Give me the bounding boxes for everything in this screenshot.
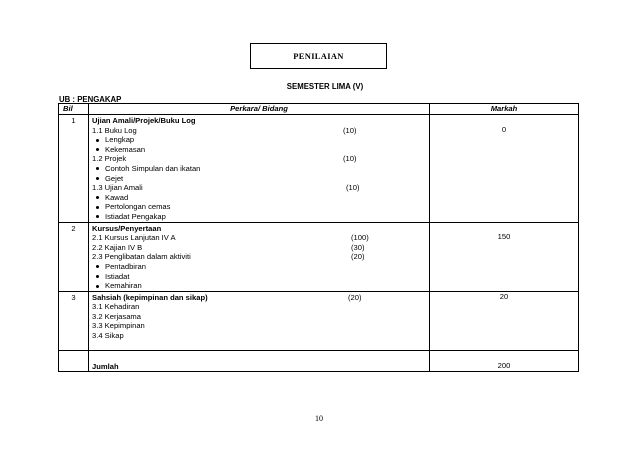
bullet-item: Lengkap <box>92 135 429 145</box>
list-item: 3.4 Sikap <box>92 331 124 341</box>
unit-label: UB : PENGAKAP <box>59 95 122 104</box>
total-label: Jumlah <box>92 361 119 371</box>
bullet-item: Istiadat Pengakap <box>92 212 429 222</box>
list-item: 2.3 Penglibatan dalam aktiviti (20) <box>92 252 365 262</box>
page-title-box <box>250 43 387 69</box>
total-bil-cell <box>59 351 89 372</box>
column-header-perkara: Perkara/ Bidang <box>89 104 430 115</box>
list-item: 3.3 Kepimpinan <box>92 321 145 331</box>
semester-label: SEMESTER LIMA (V) <box>286 82 364 91</box>
total-label-cell <box>89 351 430 372</box>
page-number: 10 <box>315 414 323 423</box>
list-item: 1.1 Buku Log (10) <box>92 125 357 135</box>
points-label: (10) <box>343 154 357 164</box>
list-item: 1.2 Projek (10) <box>92 154 357 164</box>
row-title: Ujian Amali/Projek/Buku Log <box>92 116 196 125</box>
row-content <box>89 222 430 291</box>
bullet-item: Contoh Simpulan dan ikatan <box>92 164 429 174</box>
points-label: (20) <box>351 252 365 262</box>
list-item: 2.2 Kajian IV B (30) <box>92 242 365 252</box>
table-row <box>59 291 579 351</box>
row-markah: 20 <box>430 291 579 351</box>
points-label: (10) <box>346 183 360 193</box>
total-markah-cell <box>430 351 579 372</box>
row-bil: 3 <box>59 291 89 351</box>
table-header-row <box>59 104 579 115</box>
column-header-markah: Markah <box>430 104 579 115</box>
row-content <box>89 115 430 223</box>
points-label: (100) <box>351 233 369 243</box>
bullet-item: Gejet <box>92 174 429 184</box>
row-bil: 2 <box>59 222 89 291</box>
table-row <box>59 115 579 223</box>
points-label: (20) <box>348 292 362 302</box>
list-item: 2.1 Kursus Lanjutan IV A (100) <box>92 233 369 243</box>
row-title: Kursus/Penyertaan <box>92 223 162 233</box>
page-title: PENILAIAN <box>293 51 344 61</box>
assessment-table <box>58 103 579 372</box>
row-bil: 1 <box>59 115 89 223</box>
row-content <box>89 291 430 351</box>
bullet-item: Kemahiran <box>92 281 429 291</box>
bullet-item: Pertolongan cemas <box>92 202 429 212</box>
list-item: 1.3 Ujian Amali (10) <box>92 183 360 193</box>
list-item: 3.2 Kerjasama <box>92 311 141 321</box>
row-markah: 150 <box>430 222 579 291</box>
row-markah: 0 <box>430 115 579 223</box>
points-label: (10) <box>343 125 357 135</box>
bullet-item: Kekemasan <box>92 145 429 155</box>
row-title: Sahsiah (kepimpinan dan sikap) (20) <box>92 292 362 302</box>
points-label: (30) <box>351 242 365 252</box>
total-markah: 200 <box>497 360 511 370</box>
total-row <box>59 351 579 372</box>
bullet-item: Pentadbiran <box>92 262 429 272</box>
bullet-item: Istiadat <box>92 272 429 282</box>
column-header-bil: Bil <box>59 104 89 115</box>
bullet-item: Kawad <box>92 193 429 203</box>
list-item: 3.1 Kehadiran <box>92 302 140 312</box>
table-row <box>59 222 579 291</box>
